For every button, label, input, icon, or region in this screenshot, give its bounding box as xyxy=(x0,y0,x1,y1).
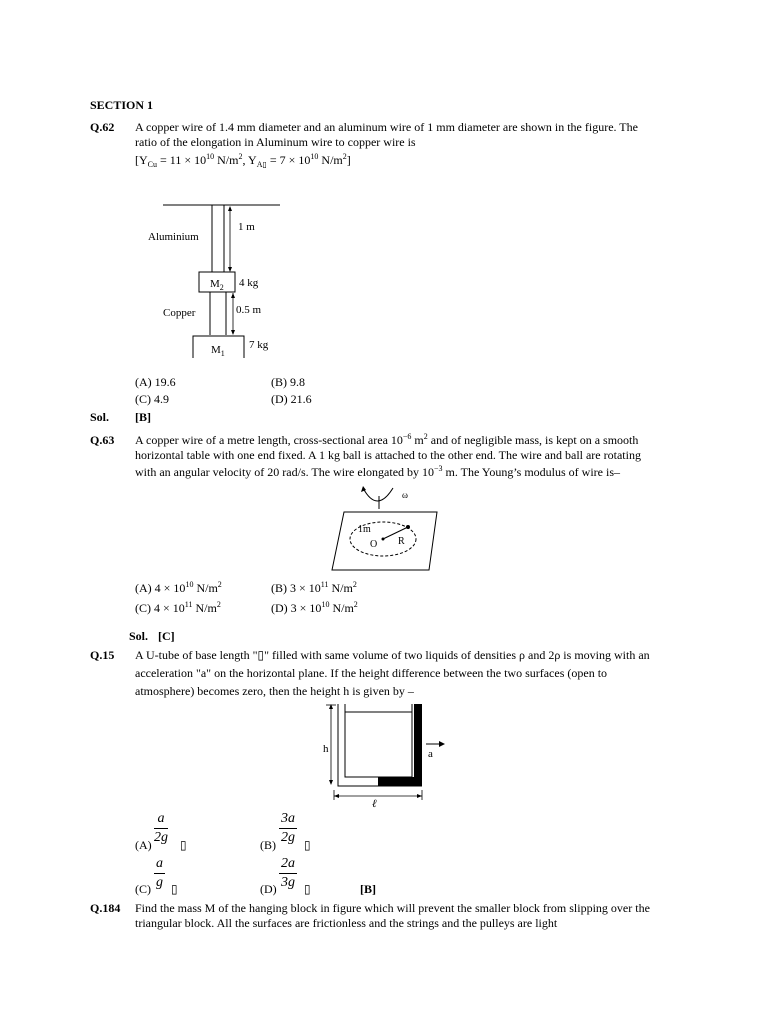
option-b[interactable]: (B) $3 \times 10^{11}$ $N/m^2$ xyxy=(271,580,357,595)
answer: [C] xyxy=(158,629,175,643)
inner-wall xyxy=(345,704,412,777)
m2-label: $M_2$ xyxy=(210,278,224,292)
option-c-fraction: $\frac{a}{g}$ xyxy=(156,856,163,890)
arrow-head xyxy=(439,741,445,747)
arrow-head xyxy=(334,794,339,798)
question-text: A U-tube of base length "▯" filled with same volume of two liquids of densities ρ and 2ρ is moving with an xyxy=(135,648,650,662)
rotation-arc xyxy=(363,488,393,501)
question-text: with an angular velocity of 20 rad/s. The wire elongated by $10^{-3}$ m. The Young’s modulus of wire is– xyxy=(135,464,621,479)
arrow-head xyxy=(231,330,235,335)
l-label: ℓ xyxy=(372,798,377,810)
option-c-tail: ▯ xyxy=(171,882,178,896)
omega-label: ω xyxy=(402,490,408,500)
option-c[interactable]: (C) $4 \times 10^{11}$ $N/m^2$ xyxy=(135,600,221,615)
question-text: atmosphere) becomes zero, then the height h is given by – xyxy=(135,684,414,698)
question-text: Find the mass M of the hanging block in figure which will prevent the smaller block from slipping over the xyxy=(135,901,650,915)
length-label-bottom: 0.5 m xyxy=(236,304,262,316)
question-number: Q.63 xyxy=(90,433,115,447)
option-d[interactable]: (D) $3 \times 10^{10}$ $N/m^2$ xyxy=(271,600,358,615)
one-m-label: 1m xyxy=(358,524,371,535)
outer-wall xyxy=(338,704,422,786)
option-a-label[interactable]: (A) xyxy=(135,838,152,852)
dense-liquid-right xyxy=(414,704,422,786)
question-text: horizontal table with one end fixed. A 1 kg ball is attached to the other end. The wire and ball are rotating xyxy=(135,448,641,462)
mass-label-bottom: 7 kg xyxy=(249,339,269,351)
question-text: A copper wire of 1.4 mm diameter and an aluminum wire of 1 mm diameter are shown in the figure. The xyxy=(135,120,638,134)
option-d[interactable]: (D) 21.6 xyxy=(271,392,312,406)
question-text: A copper wire of a metre length, cross-sectional area $10^{-6}$ $m^2$ and of negligible mass, is kept on a smooth xyxy=(135,432,639,447)
question-text: ratio of the elongation in Aluminum wire to copper wire is xyxy=(135,135,416,149)
option-c-label[interactable]: (C) xyxy=(135,882,151,896)
answer: [B] xyxy=(360,882,376,896)
o-label: O xyxy=(370,539,378,550)
aluminium-label: Aluminium xyxy=(148,231,199,243)
question-text: acceleration "a" on the horizontal plane. If the height difference between the two surfaces (open to xyxy=(135,666,608,680)
section-title: SECTION 1 xyxy=(90,98,154,112)
option-a[interactable]: (A) 19.6 xyxy=(135,375,176,389)
arrow-head xyxy=(228,267,232,272)
rotating-wire-figure xyxy=(325,482,445,577)
arrow-head xyxy=(228,206,232,211)
option-d-fraction: $\frac{2a}{3g}$ xyxy=(281,856,295,890)
option-a-tail: ▯ xyxy=(180,838,187,852)
option-a[interactable]: (A) $4 \times 10^{10}$ $N/m^2$ xyxy=(135,580,222,595)
copper-label: Copper xyxy=(163,307,196,319)
arrow-head xyxy=(231,293,235,298)
option-c[interactable]: (C) 4.9 xyxy=(135,392,169,406)
solution-label: Sol. xyxy=(129,629,149,643)
h-label: h xyxy=(323,743,329,755)
m1-label: $M_1$ xyxy=(211,344,225,358)
solution-label: Sol. xyxy=(90,410,110,424)
arrow-head xyxy=(417,794,422,798)
option-d-label[interactable]: (D) xyxy=(260,882,277,896)
option-b-tail: ▯ xyxy=(304,838,311,852)
table-surface xyxy=(332,512,437,570)
given-values: [$Y_{Cu} = 11 \times 10^{10}$ $N/m^2$, $Y_{A▯} = 7 \times 10^{10}$ $N/m^2$] xyxy=(135,152,351,169)
question-number: Q.62 xyxy=(90,120,115,134)
question-text: triangular block. All the surfaces are frictionless and the strings and the pulleys are light xyxy=(135,916,558,930)
arrow-head xyxy=(329,780,333,785)
length-label-top: 1 m xyxy=(238,221,255,233)
option-d-tail: ▯ xyxy=(304,882,311,896)
ball xyxy=(406,525,410,529)
mass-label-top: 4 kg xyxy=(239,277,259,289)
r-label: R xyxy=(398,536,405,547)
a-label: a xyxy=(428,748,433,760)
option-b[interactable]: (B) 9.8 xyxy=(271,375,305,389)
answer: [B] xyxy=(135,410,151,424)
option-b-label[interactable]: (B) xyxy=(260,838,276,852)
center-point xyxy=(382,538,385,541)
question-number: Q.15 xyxy=(90,648,115,662)
option-b-fraction: $\frac{3a}{2g}$ xyxy=(281,811,295,845)
dense-liquid-base xyxy=(378,777,418,786)
question-number: Q.184 xyxy=(90,901,121,915)
option-a-fraction: $\frac{a}{2g}$ xyxy=(154,811,168,845)
